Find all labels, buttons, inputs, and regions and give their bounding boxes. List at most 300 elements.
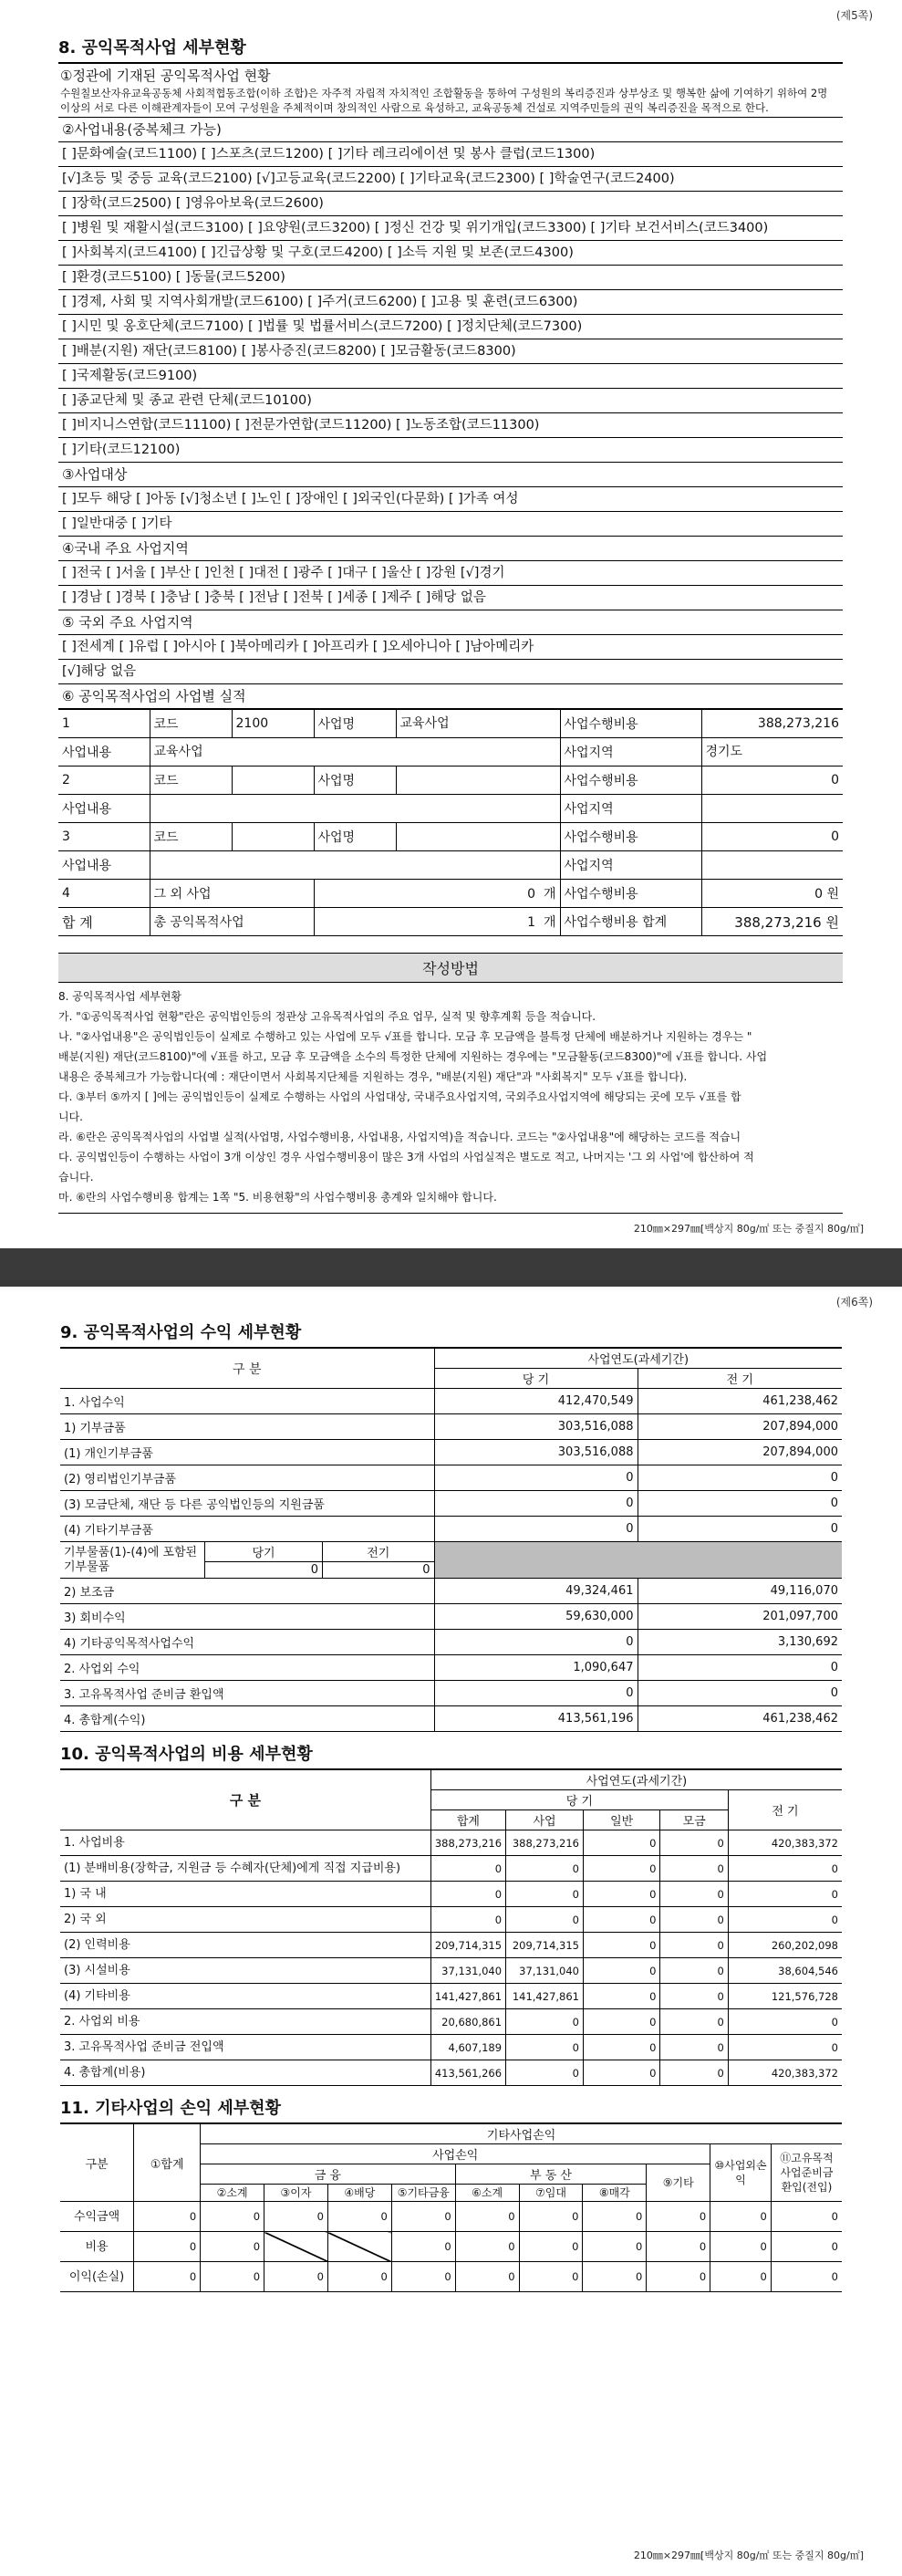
- col-header-business: 사업: [506, 1810, 584, 1830]
- business-type-line: [ ]환경(코드5100) [ ]동물(코드5200): [58, 266, 843, 290]
- fundraising-value: 0: [660, 1907, 728, 1933]
- revenue-row: [60, 1517, 842, 1542]
- total-value: 141,427,861: [430, 1984, 505, 2009]
- form-page-5: [0, 0, 902, 1248]
- col-header-current: 당 기: [430, 1790, 728, 1810]
- perf-name-label: 사업명: [314, 710, 396, 738]
- previous-value: 49,116,070: [638, 1579, 842, 1604]
- row-label: 2) 국 외: [60, 1907, 430, 1933]
- expense-row: [60, 1830, 842, 1856]
- method-line: 내용은 중복체크가 가능합니다(예 : 재단이면서 사회복지단체를 지원하는 경우, "배분(지원) 재단"과 "사회복지" 모두 √표를 합니다).: [58, 1070, 688, 1083]
- perf-cost-label: 사업수행비용: [560, 767, 701, 795]
- col-header-previous: 전 기: [728, 1790, 842, 1830]
- general-value: 0: [584, 1856, 660, 1882]
- purpose-text: 수원칠보산자유교육공동체 사회적협동조합(이하 조합)은 자주적 자립적 자치적인 조합활동을 통하여 구성원의 복리증진과 상부상조 및 행복한 삶에 기여하기 위하여 2명 이상의 서로 다른 이해관계자들이 모여 구성원을 주체적이며 창의적인 사람으로 육성하고, 교육공동체 건설로 지역주민들의 권익 복리증진을 목적으로 한다.: [60, 87, 828, 114]
- revenue-row: [60, 1389, 842, 1414]
- current-value: 303,516,088: [434, 1414, 638, 1440]
- previous-value: 0: [728, 2009, 842, 2035]
- revenue-row: [60, 1630, 842, 1655]
- general-value: 0: [584, 2035, 660, 2060]
- purpose-label: ①정관에 기재된 공익목적사업 현황: [60, 68, 271, 84]
- pl-value: 0: [771, 2232, 842, 2262]
- perf-row-1: [58, 710, 843, 738]
- performance-table: [58, 709, 843, 936]
- col-header-etc: ⑨기타: [647, 2164, 710, 2202]
- target-line: [ ]모두 해당 [ ]아동 [√]청소년 [ ]노인 [ ]장애인 [ ]외국인(다문화) [ ]가족 여성: [58, 487, 843, 512]
- previous-value: 3,130,692: [638, 1630, 842, 1655]
- fundraising-value: 0: [660, 1958, 728, 1984]
- expense-row: [60, 2060, 842, 2086]
- previous-value: 207,894,000: [638, 1440, 842, 1465]
- col-header-finance: 금 융: [201, 2164, 456, 2185]
- pl-value: 0: [201, 2202, 264, 2232]
- other-business-label: 그 외 사업: [150, 880, 314, 908]
- method-line: 습니다.: [58, 1171, 94, 1184]
- previous-value: 260,202,098: [728, 1933, 842, 1958]
- method-line: 나. "②사업내용"은 공익법인등이 실제로 수행하고 있는 사업에 모두 √표를 합니다. 모금 후 모금액을 불특정 단체에 배분하거나 지원하는 경우는 ": [58, 1030, 752, 1043]
- business-content-label: ②사업내용(중복체크 가능): [58, 118, 843, 142]
- previous-value: 0: [638, 1465, 842, 1491]
- general-value: 0: [584, 1984, 660, 2009]
- perf-no: 2: [58, 767, 150, 795]
- revenue-row: [60, 1681, 842, 1706]
- previous-value: 0: [728, 1856, 842, 1882]
- donated-goods-previous: 0: [323, 1562, 434, 1579]
- business-content-list: [58, 142, 843, 463]
- row-label: (2) 영리법인기부금품: [60, 1465, 434, 1491]
- business-value: 37,131,040: [506, 1958, 584, 1984]
- perf-name-label: 사업명: [314, 767, 396, 795]
- row-label: 4) 기타공익목적사업수익: [60, 1630, 434, 1655]
- pl-value: 0: [134, 2262, 201, 2292]
- expense-row: [60, 1856, 842, 1882]
- domestic-region-line: [ ]전국 [ ]서울 [ ]부산 [ ]인천 [ ]대전 [ ]광주 [ ]대구 [ ]울산 [ ]강원 [√]경기: [58, 561, 843, 586]
- current-value: 0: [434, 1681, 638, 1706]
- total-label: 합 계: [58, 908, 150, 936]
- pl-row: [60, 2202, 842, 2232]
- perf-cost-label: 사업수행비용: [560, 710, 701, 738]
- shaded-cell: [434, 1542, 842, 1579]
- perf-row-total: [58, 908, 843, 936]
- business-type-line: [ ]종교단체 및 종교 관련 단체(코드10100): [58, 389, 843, 413]
- fundraising-value: 0: [660, 2009, 728, 2035]
- previous-value: 0: [638, 1681, 842, 1706]
- previous-value: 38,604,546: [728, 1958, 842, 1984]
- total-cost: 388,273,216 원: [701, 908, 843, 936]
- business-type-line: [ ]문화예술(코드1100) [ ]스포츠(코드1200) [ ]기타 레크리에이션 및 봉사 클럽(코드1300): [58, 142, 843, 167]
- previous-value: 0: [638, 1517, 842, 1542]
- row-label: (1) 분배비용(장학금, 지원금 등 수혜자(단체)에게 직접 지급비용): [60, 1856, 430, 1882]
- row-label: (2) 인력비용: [60, 1933, 430, 1958]
- general-value: 0: [584, 1882, 660, 1907]
- expense-row: [60, 1958, 842, 1984]
- expense-row: [60, 1933, 842, 1958]
- expense-table: [60, 1768, 842, 2086]
- previous-value: 461,238,462: [638, 1389, 842, 1414]
- perf-region-label: 사업지역: [560, 851, 701, 880]
- method-line: 배분(지원) 재단(코드8100)"에 √표를 하고, 모금 후 모금액을 소수의 특정한 단체에 지원하는 경우에는 "모금활동(코드8300)"에 √표를 합니다. 사업: [58, 1050, 768, 1063]
- target-label: ③사업대상: [58, 463, 843, 487]
- general-value: 0: [584, 2060, 660, 2086]
- col-header-total: 합계: [430, 1810, 505, 1830]
- row-label: 3. 고유목적사업 준비금 환입액: [60, 1681, 434, 1706]
- form-page-6: [0, 1287, 902, 2576]
- previous-value: 461,238,462: [638, 1706, 842, 1732]
- perf-row-2b: [58, 795, 843, 823]
- col-header-general: 일반: [584, 1810, 660, 1830]
- previous-value: 207,894,000: [638, 1414, 842, 1440]
- row-label: 이익(손실): [60, 2262, 134, 2292]
- total-value: 4,607,189: [430, 2035, 505, 2060]
- method-line: 8. 공익목적사업 세부현황: [58, 990, 181, 1003]
- general-value: 0: [584, 1907, 660, 1933]
- pl-value: 0: [771, 2202, 842, 2232]
- revenue-row: [60, 1604, 842, 1630]
- revenue-row: [60, 1465, 842, 1491]
- domestic-region-line: [ ]경남 [ ]경북 [ ]충남 [ ]충북 [ ]전남 [ ]전북 [ ]세종 [ ]제주 [ ]해당 없음: [58, 586, 843, 610]
- business-value: 0: [506, 1907, 584, 1933]
- other-business-count: 0 개: [314, 880, 560, 908]
- col-header-other-business: 기타사업손익: [201, 2123, 842, 2144]
- pl-value: [264, 2232, 328, 2262]
- method-line: 마. ⑥란의 사업수행비용 합계는 1쪽 "5. 비용현황"의 사업수행비용 총계와 일치해야 합니다.: [58, 1191, 497, 1204]
- method-line: 니다.: [58, 1111, 83, 1123]
- row-label: 수익금액: [60, 2202, 134, 2232]
- business-value: 141,427,861: [506, 1984, 584, 2009]
- total-value: 0: [430, 1907, 505, 1933]
- method-line: 다. ③부터 ⑤까지 [ ]에는 공익법인등이 실제로 수행하는 사업의 사업대상, 국내주요사업지역, 국외주요사업지역에 해당되는 곳에 모두 √표를 합: [58, 1090, 741, 1103]
- perf-code-label: 코드: [150, 823, 232, 851]
- expense-row: [60, 2009, 842, 2035]
- revenue-row: [60, 1440, 842, 1465]
- page-number: (제5쪽): [835, 9, 873, 22]
- revenue-table: [60, 1347, 842, 1732]
- col-header-year: 사업연도(과세기간): [434, 1348, 842, 1369]
- row-label: 4. 총합계(비용): [60, 2060, 430, 2086]
- method-title: 작성방법: [58, 953, 843, 983]
- pl-value: 0: [201, 2232, 264, 2262]
- previous-value: 0: [728, 2035, 842, 2060]
- col-header-fundraising: 모금: [660, 1810, 728, 1830]
- general-value: 0: [584, 2009, 660, 2035]
- fundraising-value: 0: [660, 1882, 728, 1907]
- perf-content-label: 사업내용: [58, 738, 150, 767]
- row-label: 3. 고유목적사업 준비금 전입액: [60, 2035, 430, 2060]
- row-label: 1) 기부금품: [60, 1414, 434, 1440]
- previous-value: 0: [638, 1491, 842, 1517]
- total-value: 0: [430, 1882, 505, 1907]
- perf-no: 4: [58, 880, 150, 908]
- row-label: 1. 사업수익: [60, 1389, 434, 1414]
- pl-value: 0: [391, 2202, 455, 2232]
- perf-region: 경기도: [701, 738, 843, 767]
- business-value: 0: [506, 2060, 584, 2086]
- row-label: 2. 사업외 비용: [60, 2009, 430, 2035]
- performance-label: ⑥ 공익목적사업의 사업별 실적: [58, 684, 843, 709]
- col-header-rent: ⑦임대: [519, 2185, 583, 2202]
- previous-value: 0: [638, 1655, 842, 1681]
- perf-row-other: [58, 880, 843, 908]
- pl-value: 0: [134, 2202, 201, 2232]
- pl-value: 0: [134, 2232, 201, 2262]
- donated-goods-cell: [60, 1542, 434, 1579]
- total-value: 20,680,861: [430, 2009, 505, 2035]
- total-value: 209,714,315: [430, 1933, 505, 1958]
- pl-value: 0: [647, 2262, 710, 2292]
- business-value: 0: [506, 1856, 584, 1882]
- revenue-row: [60, 1706, 842, 1732]
- fundraising-value: 0: [660, 2060, 728, 2086]
- pl-row: [60, 2262, 842, 2292]
- pl-value: 0: [519, 2262, 583, 2292]
- pl-value: 0: [519, 2202, 583, 2232]
- other-business-table: [60, 2122, 842, 2292]
- col-header-other-finance: ⑤기타금융: [391, 2185, 455, 2202]
- pl-value: 0: [583, 2232, 647, 2262]
- perf-code-label: 코드: [150, 710, 232, 738]
- overseas-region-line: [ ]전세계 [ ]유럽 [ ]아시아 [ ]북아메리카 [ ]아프리카 [ ]오세아니아 [ ]남아메리카: [58, 635, 843, 660]
- perf-row-3: [58, 823, 843, 851]
- total-count: 1 개: [314, 908, 560, 936]
- expense-row: [60, 2035, 842, 2060]
- business-type-line: [√]초등 및 중등 교육(코드2100) [√]고등교육(코드2200) [ ]기타교육(코드2300) [ ]학술연구(코드2400): [58, 167, 843, 192]
- perf-code: [232, 823, 314, 851]
- target-list: [58, 487, 843, 537]
- total-value: 388,273,216: [430, 1830, 505, 1856]
- pl-value: 0: [455, 2202, 519, 2232]
- method-line: 라. ⑥란은 공익목적사업의 사업별 실적(사업명, 사업수행비용, 사업내용, 사업지역)을 적습니다. 코드는 "②사업내용"에 해당하는 코드를 적습니: [58, 1131, 741, 1143]
- perf-content: 교육사업: [150, 738, 560, 767]
- domestic-region-list: [58, 561, 843, 610]
- previous-value: 0: [728, 1882, 842, 1907]
- pl-value: 0: [771, 2262, 842, 2292]
- current-value: 0: [434, 1491, 638, 1517]
- current-value: 412,470,549: [434, 1389, 638, 1414]
- business-type-line: [ ]시민 및 옹호단체(코드7100) [ ]법률 및 법률서비스(코드7200) [ ]정치단체(코드7300): [58, 315, 843, 339]
- total-value: 0: [430, 1856, 505, 1882]
- section-title: 8. 공익목적사업 세부현황: [58, 38, 246, 57]
- pl-value: 0: [710, 2202, 772, 2232]
- perf-row-2: [58, 767, 843, 795]
- total-value: 413,561,266: [430, 2060, 505, 2086]
- row-label: 1) 국 내: [60, 1882, 430, 1907]
- row-label: 비용: [60, 2232, 134, 2262]
- expense-row: [60, 1882, 842, 1907]
- purpose-section: [58, 64, 843, 118]
- method-line: 가. "①공익목적사업 현황"란은 공익법인등의 정관상 고유목적사업의 주요 업무, 실적 및 향후계획 등을 적습니다.: [58, 1010, 596, 1023]
- donated-goods-row: [60, 1542, 842, 1579]
- col-header-category: 구 분: [60, 1769, 430, 1830]
- pl-value: 0: [519, 2232, 583, 2262]
- revenue-row: [60, 1579, 842, 1604]
- pl-value: 0: [647, 2232, 710, 2262]
- previous-value: 420,383,372: [728, 2060, 842, 2086]
- perf-name: [396, 767, 560, 795]
- domestic-region-label: ④국내 주요 사업지역: [58, 537, 843, 561]
- perf-row-1b: [58, 738, 843, 767]
- method-line: 다. 공익법인등이 수행하는 사업이 3개 이상인 경우 사업수행비용이 많은 3개 사업의 사업실적은 별도로 적고, 나머지는 '그 외 사업'에 합산하여 적: [58, 1151, 754, 1163]
- row-label: (4) 기타비용: [60, 1984, 430, 2009]
- total-cost-label: 사업수행비용 합계: [560, 908, 701, 936]
- business-value: 388,273,216: [506, 1830, 584, 1856]
- col-header-previous: 전 기: [638, 1369, 842, 1389]
- overseas-region-label: ⑤ 국외 주요 사업지역: [58, 610, 843, 635]
- paper-spec: 210㎜×297㎜[백상지 80g/㎡ 또는 중질지 80g/㎡]: [633, 2550, 864, 2561]
- business-type-line: [ ]배분(지원) 재단(코드8100) [ ]봉사증진(코드8200) [ ]모금활동(코드8300): [58, 339, 843, 364]
- donated-goods-label: 기부물품(1)-(4)에 포함된 기부물품: [60, 1542, 205, 1578]
- perf-cost: 0: [701, 767, 843, 795]
- overseas-region-line: [√]해당 없음: [58, 660, 843, 684]
- donated-goods-previous-header: 전기: [323, 1542, 434, 1562]
- business-type-line: [ ]비지니스연합(코드11100) [ ]전문가연합(코드11200) [ ]노동조합(코드11300): [58, 413, 843, 438]
- perf-content-label: 사업내용: [58, 795, 150, 823]
- current-value: 303,516,088: [434, 1440, 638, 1465]
- pl-value: [327, 2232, 391, 2262]
- pl-value: 0: [710, 2262, 772, 2292]
- revenue-row: [60, 1655, 842, 1681]
- perf-code-label: 코드: [150, 767, 232, 795]
- row-label: 1. 사업비용: [60, 1830, 430, 1856]
- perf-region-label: 사업지역: [560, 795, 701, 823]
- pl-value: 0: [455, 2262, 519, 2292]
- revenue-row: [60, 1414, 842, 1440]
- business-type-line: [ ]기타(코드12100): [58, 438, 843, 463]
- total-sub-label: 총 공익목적사업: [150, 908, 314, 936]
- business-type-line: [ ]사회복지(코드4100) [ ]긴급상황 및 구호(코드4200) [ ]소득 지원 및 보존(코드4300): [58, 241, 843, 266]
- pl-value: 0: [264, 2202, 328, 2232]
- pl-value: 0: [710, 2232, 772, 2262]
- perf-cost: 0: [701, 823, 843, 851]
- current-value: 0: [434, 1630, 638, 1655]
- col-header-fin-subtotal: ②소계: [201, 2185, 264, 2202]
- pl-value: 0: [264, 2262, 328, 2292]
- col-header-total: ①합계: [134, 2123, 201, 2202]
- business-value: 209,714,315: [506, 1933, 584, 1958]
- fundraising-value: 0: [660, 1984, 728, 2009]
- perf-code: [232, 767, 314, 795]
- overseas-region-list: [58, 635, 843, 684]
- perf-region: [701, 795, 843, 823]
- col-header-dividend: ④배당: [327, 2185, 391, 2202]
- current-value: 49,324,461: [434, 1579, 638, 1604]
- col-header-reserve: ⑪고유목적사업준비금환입(전입): [771, 2144, 842, 2202]
- business-value: 0: [506, 2009, 584, 2035]
- general-value: 0: [584, 1830, 660, 1856]
- current-value: 413,561,196: [434, 1706, 638, 1732]
- pl-value: 0: [583, 2262, 647, 2292]
- col-header-non-business: ⑩사업외손익: [710, 2144, 772, 2202]
- row-label: 4. 총합계(수익): [60, 1706, 434, 1732]
- pl-value: 0: [647, 2202, 710, 2232]
- expense-row: [60, 1907, 842, 1933]
- col-header-year: 사업연도(과세기간): [430, 1769, 842, 1790]
- expense-section-title: 10. 공익목적사업의 비용 세부현황: [60, 1745, 313, 1764]
- col-header-current: 당 기: [434, 1369, 638, 1389]
- general-value: 0: [584, 1933, 660, 1958]
- business-type-line: [ ]병원 및 재활시설(코드3100) [ ]요양원(코드3200) [ ]정신 건강 및 위기개입(코드3300) [ ]기타 보건서비스(코드3400): [58, 216, 843, 241]
- perf-no: 1: [58, 710, 150, 738]
- perf-code: 2100: [232, 710, 314, 738]
- perf-content: [150, 795, 560, 823]
- business-type-line: [ ]장학(코드2500) [ ]영유아보육(코드2600): [58, 192, 843, 216]
- current-value: 0: [434, 1465, 638, 1491]
- col-header-business-pl: 사업손익: [201, 2144, 710, 2164]
- fundraising-value: 0: [660, 1933, 728, 1958]
- expense-row: [60, 1984, 842, 2009]
- revenue-section-title: 9. 공익목적사업의 수익 세부현황: [60, 1323, 302, 1342]
- revenue-row: [60, 1491, 842, 1517]
- col-header-real-estate: 부 동 산: [455, 2164, 647, 2185]
- perf-row-3b: [58, 851, 843, 880]
- perf-no: 3: [58, 823, 150, 851]
- pl-value: 0: [201, 2262, 264, 2292]
- method-text: [58, 983, 843, 1207]
- pl-value: 0: [327, 2262, 391, 2292]
- fundraising-value: 0: [660, 1856, 728, 1882]
- fundraising-value: 0: [660, 1830, 728, 1856]
- pl-value: 0: [583, 2202, 647, 2232]
- previous-value: 121,576,728: [728, 1984, 842, 2009]
- general-value: 0: [584, 1958, 660, 1984]
- row-label: (4) 기타기부금품: [60, 1517, 434, 1542]
- col-header-re-subtotal: ⑥소계: [455, 2185, 519, 2202]
- col-header-category: 구분: [60, 2123, 134, 2202]
- perf-cost-label: 사업수행비용: [560, 880, 701, 908]
- donated-goods-current: 0: [205, 1562, 323, 1579]
- current-value: 1,090,647: [434, 1655, 638, 1681]
- row-label: (3) 시설비용: [60, 1958, 430, 1984]
- page-number: (제6쪽): [835, 1296, 873, 1309]
- pl-value: 0: [391, 2232, 455, 2262]
- paper-spec: 210㎜×297㎜[백상지 80g/㎡ 또는 중질지 80g/㎡]: [633, 1223, 864, 1235]
- row-label: 3) 회비수익: [60, 1604, 434, 1630]
- perf-content-label: 사업내용: [58, 851, 150, 880]
- perf-name: 교육사업: [396, 710, 560, 738]
- perf-cost-label: 사업수행비용: [560, 823, 701, 851]
- total-value: 37,131,040: [430, 1958, 505, 1984]
- col-header-sale: ⑧매각: [583, 2185, 647, 2202]
- previous-value: 0: [728, 1907, 842, 1933]
- perf-content: [150, 851, 560, 880]
- row-label: 2) 보조금: [60, 1579, 434, 1604]
- other-business-cost: 0 원: [701, 880, 843, 908]
- other-business-section-title: 11. 기타사업의 손익 세부현황: [60, 2099, 281, 2118]
- perf-name-label: 사업명: [314, 823, 396, 851]
- business-value: 0: [506, 1882, 584, 1907]
- pl-value: 0: [391, 2262, 455, 2292]
- pl-row: [60, 2232, 842, 2262]
- row-label: (3) 모금단체, 재단 등 다른 공익법인등의 지원금품: [60, 1491, 434, 1517]
- business-type-line: [ ]경제, 사회 및 지역사회개발(코드6100) [ ]주거(코드6200) [ ]고용 및 훈련(코드6300): [58, 290, 843, 315]
- pl-value: 0: [327, 2202, 391, 2232]
- perf-region: [701, 851, 843, 880]
- current-value: 59,630,000: [434, 1604, 638, 1630]
- business-value: 0: [506, 2035, 584, 2060]
- business-type-line: [ ]국제활동(코드9100): [58, 364, 843, 389]
- target-line: [ ]일반대중 [ ]기타: [58, 512, 843, 537]
- perf-name: [396, 823, 560, 851]
- previous-value: 420,383,372: [728, 1830, 842, 1856]
- col-header-interest: ③이자: [264, 2185, 328, 2202]
- fundraising-value: 0: [660, 2035, 728, 2060]
- perf-cost: 388,273,216: [701, 710, 843, 738]
- current-value: 0: [434, 1517, 638, 1542]
- row-label: 2. 사업외 수익: [60, 1655, 434, 1681]
- previous-value: 201,097,700: [638, 1604, 842, 1630]
- col-header-category: 구 분: [60, 1348, 434, 1389]
- donated-goods-current-header: 당기: [205, 1542, 323, 1562]
- pl-value: 0: [455, 2232, 519, 2262]
